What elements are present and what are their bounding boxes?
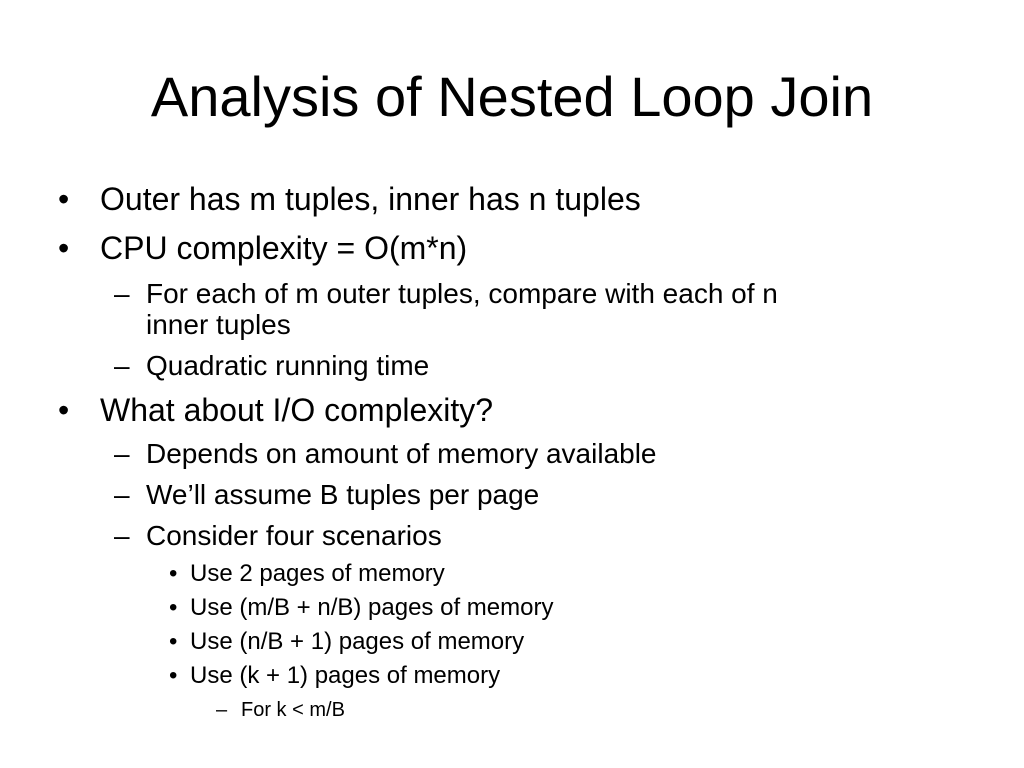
sub-scenario-text: For k < m/B bbox=[241, 699, 345, 721]
bullet-marker: • bbox=[169, 594, 178, 621]
bullet-text: What about I/O complexity? bbox=[100, 392, 494, 428]
bullet-text: CPU complexity = O(m*n) bbox=[100, 230, 468, 266]
scenario-text: Use (k + 1) pages of memory bbox=[190, 662, 501, 689]
scenario-text: Use (m/B + n/B) pages of memory bbox=[190, 594, 554, 621]
sub-scenario-k-less-than-mb bbox=[216, 698, 345, 722]
bullet-item-outer-inner bbox=[58, 180, 641, 218]
bullet-marker: • bbox=[58, 230, 70, 266]
sub-item-text: Consider four scenarios bbox=[146, 520, 442, 551]
sub-item-four-scenarios bbox=[114, 520, 442, 551]
scenario-item-2-pages bbox=[169, 560, 445, 588]
sub-item-compare-tuples bbox=[114, 278, 778, 340]
sub-item-b-tuples bbox=[114, 479, 540, 510]
bullet-marker: • bbox=[58, 392, 70, 428]
dash-marker: – bbox=[114, 479, 130, 510]
sub-item-text-line2: inner tuples bbox=[146, 309, 291, 340]
sub-item-memory-available bbox=[114, 438, 657, 469]
dash-marker: – bbox=[114, 350, 130, 381]
scenario-text: Use 2 pages of memory bbox=[190, 560, 445, 587]
slide-title: Analysis of Nested Loop Join bbox=[150, 65, 874, 128]
sub-item-quadratic bbox=[114, 350, 430, 381]
bullet-marker: • bbox=[169, 662, 178, 689]
dash-marker: – bbox=[114, 520, 130, 551]
scenario-item-nb-plus-1-pages bbox=[169, 628, 525, 656]
dash-marker: – bbox=[216, 699, 228, 721]
bullet-marker: • bbox=[169, 560, 178, 587]
scenario-item-mb-nb-pages bbox=[169, 594, 554, 622]
bullet-marker: • bbox=[58, 181, 70, 217]
bullet-text: Outer has m tuples, inner has n tuples bbox=[100, 181, 641, 217]
scenario-text: Use (n/B + 1) pages of memory bbox=[190, 628, 525, 655]
sub-item-text-line1: For each of m outer tuples, compare with each of n bbox=[146, 278, 778, 309]
dash-marker: – bbox=[114, 438, 130, 469]
dash-marker: – bbox=[114, 278, 130, 309]
bullet-marker: • bbox=[169, 628, 178, 655]
sub-item-text: Quadratic running time bbox=[146, 350, 430, 381]
sub-item-text: Depends on amount of memory available bbox=[146, 438, 657, 469]
scenario-item-k-plus-1-pages bbox=[169, 662, 501, 690]
bullet-item-cpu-complexity bbox=[58, 229, 468, 267]
sub-item-text: We’ll assume B tuples per page bbox=[146, 479, 540, 510]
bullet-item-io-complexity bbox=[58, 391, 494, 429]
